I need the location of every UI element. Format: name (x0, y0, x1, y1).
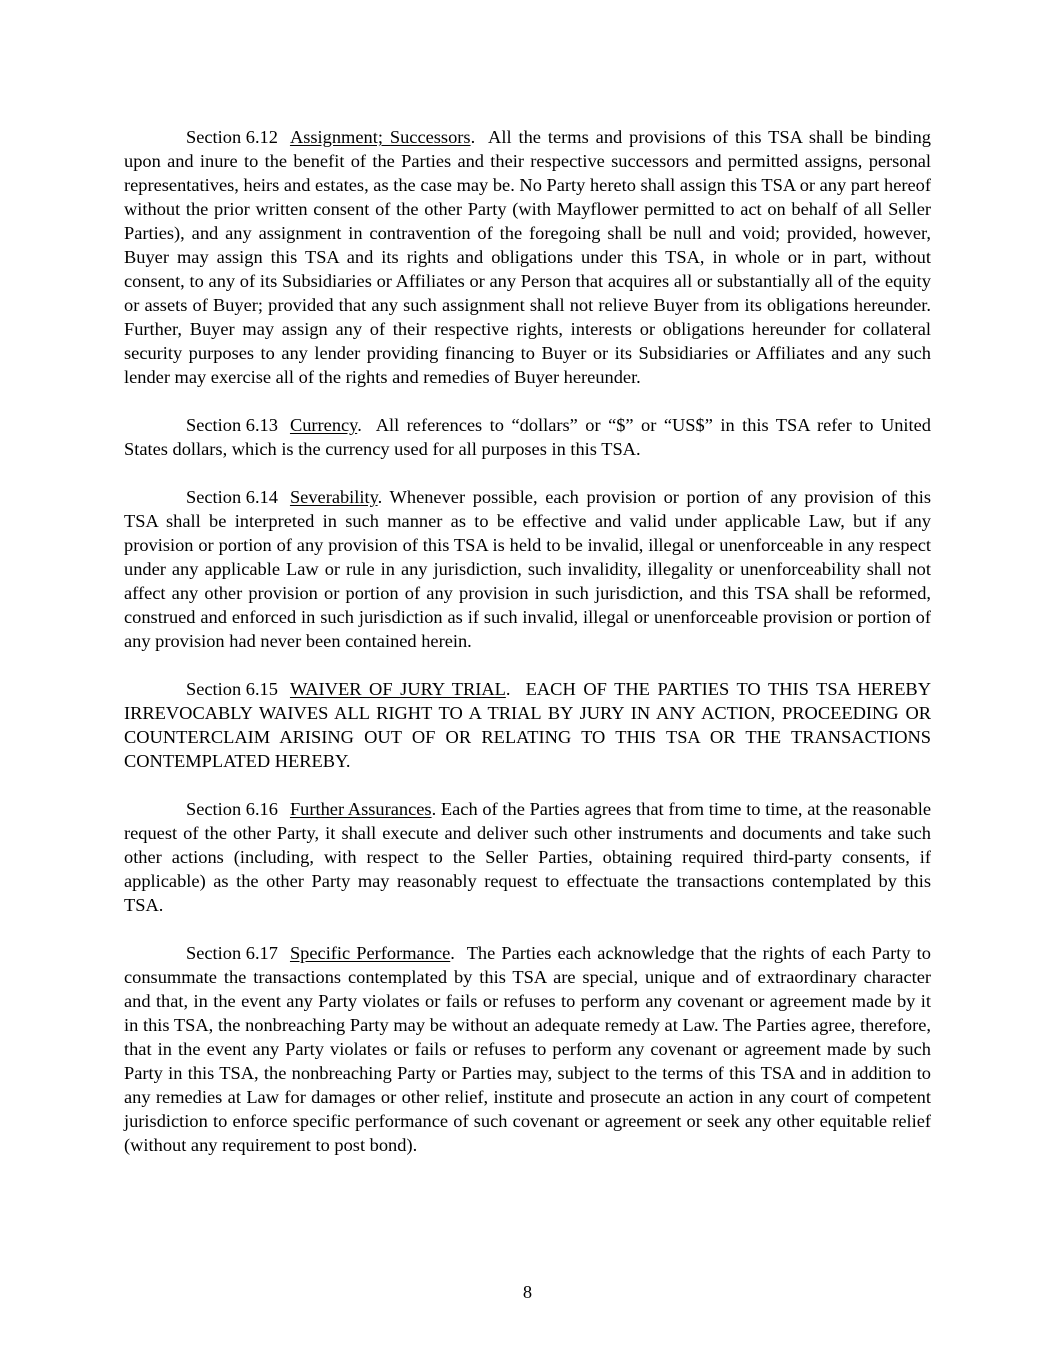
section-heading: Further Assurances (289, 799, 432, 819)
section-number: Section 6.16 (186, 799, 278, 819)
heading-punctuation: . (450, 943, 467, 963)
section-body: Each of the Parties agrees that from time to time, at the reasonable request of the other Party, it shall execute and deliver such other instruments and documents and take such other actions (including, with respect to the Seller Parties, obtaining required third-party consents, if applicable) as the other Party may reasonably request to effectuate the transactions contemplated by this TSA. (124, 799, 932, 915)
heading-punctuation: . (470, 127, 489, 147)
section-heading: WAIVER OF JURY TRIAL (289, 679, 506, 699)
section-number: Section 6.17 (186, 943, 278, 963)
section-6-17 (124, 941, 931, 1157)
section-heading: Currency (289, 415, 358, 435)
section-6-13 (124, 413, 931, 461)
section-body: EACH OF THE PARTIES TO THIS TSA HEREBY IRREVOCABLY WAIVES ALL RIGHT TO A TRIAL BY JURY IN ANY ACTION, PROCEEDING OR COUNTERCLAIM ARISING OUT OF OR RELATING TO THIS TSA OR THE TRANSACTIONS CONTEMPLATED HEREBY. (124, 679, 931, 771)
section-6-15 (124, 677, 931, 773)
page-number: 8 (522, 1282, 533, 1302)
section-body: All references to “dollars” or “$” or “US$” in this TSA refer to United States dollars, which is the currency used for all purposes in this TSA. (124, 415, 931, 459)
section-number: Section 6.13 (186, 415, 278, 435)
section-body: The Parties each acknowledge that the rights of each Party to consummate the transactions contemplated by this TSA are special, unique and of extraordinary character and that, in the event any Party violates or fails or refuses to perform any covenant or agreement made by it in this TSA, the nonbreaching Party may be without an adequate remedy at Law. The Parties agree, therefore, that in the event any Party violates or fails or refuses to perform any covenant or agreement made by such Party in this TSA, the nonbreaching Party or Parties may, subject to the terms of this TSA and in addition to any remedies at Law for damages or other relief, institute and prosecute an action in any court of competent jurisdiction to enforce specific performance of such covenant or agreement or seek any other equitable relief (without any requirement to post bond). (124, 943, 931, 1155)
section-heading: Specific Performance (289, 943, 451, 963)
section-heading: Severability (289, 487, 378, 507)
section-6-16 (124, 797, 931, 917)
document-page (124, 125, 931, 1181)
section-heading: Assignment; Successors (289, 127, 471, 147)
section-6-12 (124, 125, 931, 389)
heading-punctuation: . (505, 679, 526, 699)
section-body: Whenever possible, each provision or portion of any provision of this TSA shall be interpreted in such manner as to be effective and valid under applicable Law, but if any provision or portion of any provision of this TSA is held to be invalid, illegal or unenforceable in any respect under any applicable Law or rule in any jurisdiction, such invalidity, illegality or unenforceability shall not affect any other provision or portion of any provision in such jurisdiction, and this TSA shall be reformed, construed and enforced in such jurisdiction as if such invalid, illegal or unenforceable provision or portion of any provision had never been contained herein. (124, 487, 931, 651)
section-number: Section 6.14 (186, 487, 278, 507)
section-number: Section 6.12 (186, 127, 278, 147)
heading-punctuation: . (357, 415, 376, 435)
section-6-14 (124, 485, 931, 653)
heading-punctuation: . (431, 799, 441, 819)
section-body: All the terms and provisions of this TSA shall be binding upon and inure to the benefit of the Parties and their respective successors and permitted assigns, personal representatives, heirs and estates, as the case may be. No Party hereto shall assign this TSA or any part hereof without the prior written consent of the other Party (with Mayflower permitted to act on behalf of all Seller Parties), and any assignment in contravention of the foregoing shall be null and void; provided, however, Buyer may assign this TSA and its rights and obligations under this TSA, in whole or in part, without consent, to any of its Subsidiaries or Affiliates or any Person that acquires all or substantially all of the equity or assets of Buyer; provided that any such assignment shall not relieve Buyer from its obligations hereunder. Further, Buyer may assign any of their respective rights, interests or obligations hereunder for collateral security purposes to any lender providing financing to Buyer or its Subsidiaries or Affiliates and any such lender may exercise all of the rights and remedies of Buyer hereunder. (124, 127, 931, 387)
heading-punctuation: . (377, 487, 390, 507)
section-number: Section 6.15 (186, 679, 278, 699)
